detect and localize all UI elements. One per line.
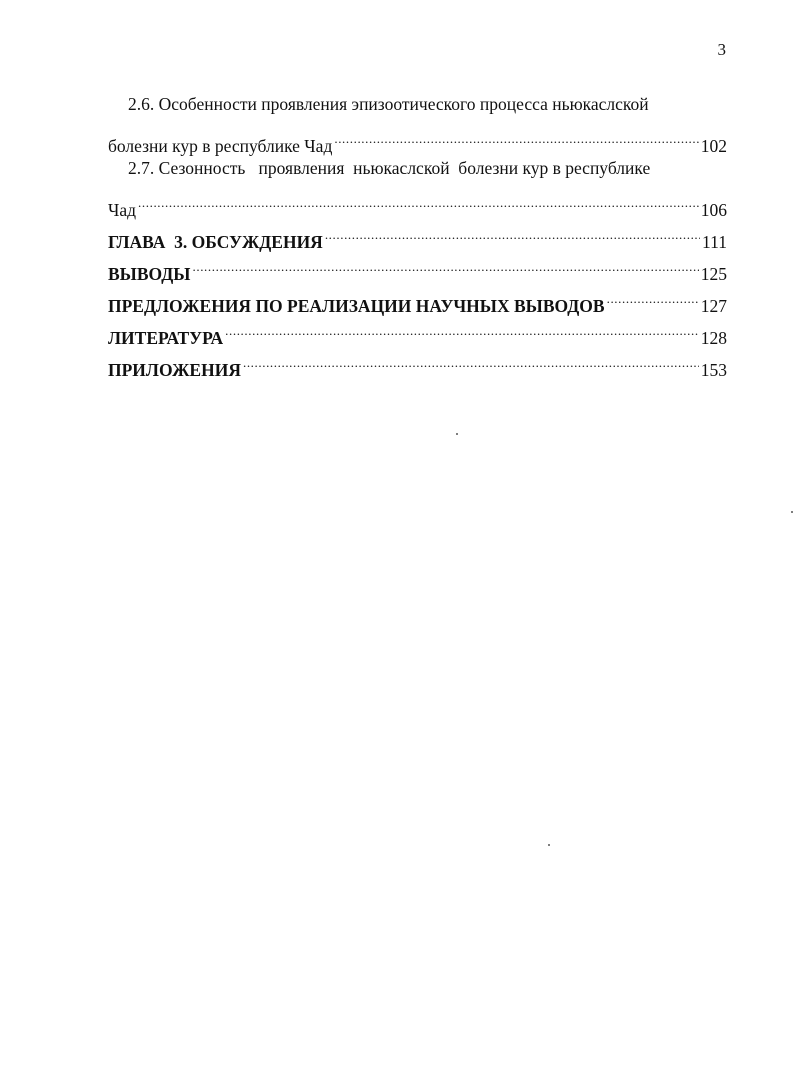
toc-entry-2-6-line-2 — [108, 120, 727, 156]
toc-entry-text: 2.7. Сезонность проявления ньюкаслской болезни кур в республике — [128, 158, 651, 178]
scan-speck — [791, 511, 793, 513]
dot-leader — [334, 120, 698, 152]
toc-entry-title: ЛИТЕРАТУРА — [108, 328, 224, 348]
toc-entry-2-6-line-1 — [108, 88, 727, 120]
dot-leader — [243, 344, 699, 376]
table-of-contents — [108, 88, 727, 380]
toc-entry-conclusions — [108, 248, 727, 284]
toc-entry-title: ВЫВОДЫ — [108, 264, 191, 284]
toc-entry-title: ПРИЛОЖЕНИЯ — [108, 360, 241, 380]
toc-entry-title: ПРЕДЛОЖЕНИЯ ПО РЕАЛИЗАЦИИ НАУЧНЫХ ВЫВОДОВ — [108, 296, 605, 316]
scan-speck — [456, 433, 458, 435]
dot-leader — [325, 216, 700, 248]
toc-page-number: 128 — [700, 328, 727, 348]
toc-page-number: 111 — [702, 232, 727, 252]
toc-entry-2-7-line-2 — [108, 184, 727, 220]
toc-entry-text: 2.6. Особенности проявления эпизоотического процесса ньюкаслской — [128, 94, 649, 114]
toc-entry-proposals — [108, 280, 727, 316]
toc-entry-title: ГЛАВА 3. ОБСУЖДЕНИЯ — [108, 232, 323, 252]
toc-page-number: 102 — [700, 136, 727, 156]
toc-entry-chapter-3 — [108, 216, 727, 252]
dot-leader — [225, 312, 699, 344]
page-number: 3 — [717, 40, 726, 59]
toc-page-number: 125 — [700, 264, 727, 284]
dot-leader — [607, 280, 699, 312]
toc-entry-text: болезни кур в республике Чад — [108, 136, 333, 156]
toc-page-number: 106 — [700, 200, 727, 220]
dot-leader — [138, 184, 699, 216]
dot-leader — [193, 248, 699, 280]
toc-entry-2-7-line-1 — [108, 152, 727, 184]
toc-entry-text: Чад — [108, 200, 137, 220]
toc-page-number: 127 — [700, 296, 727, 316]
scan-speck — [548, 844, 550, 846]
toc-page-number: 153 — [700, 360, 727, 380]
